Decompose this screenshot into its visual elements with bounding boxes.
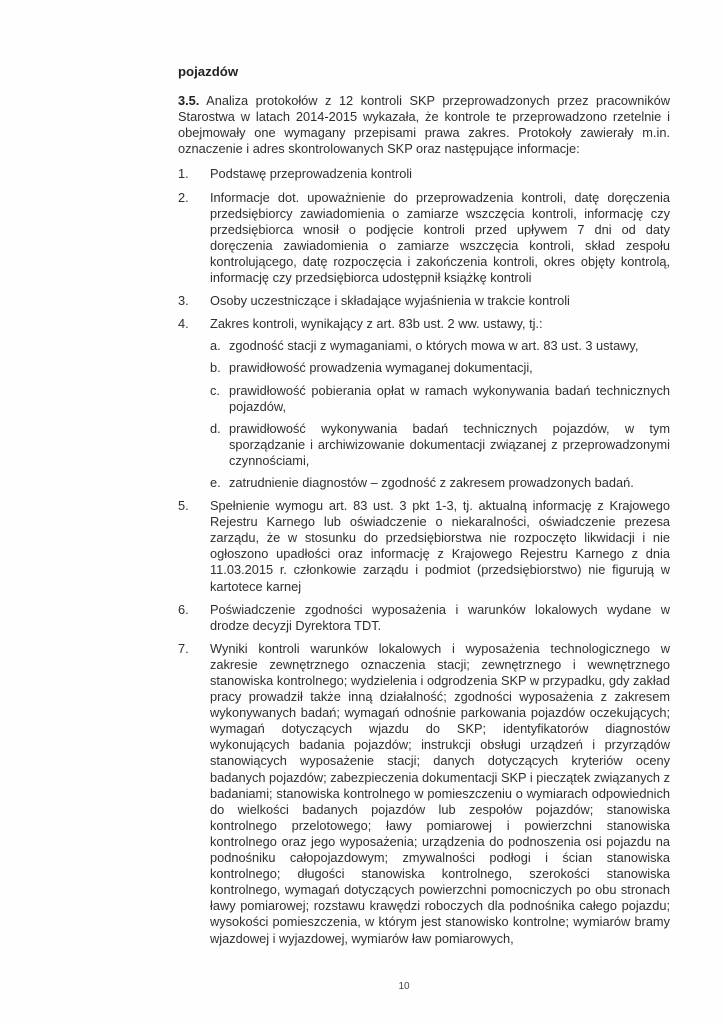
- sublist-item-text: prawidłowość wykonywania badań technicznych pojazdów, w tym sporządzanie i archiwizowanie dokumentacji związanej z przeprowadzonymi czynnościami,: [229, 420, 670, 468]
- sublist-item: [210, 475, 670, 491]
- paragraph-3-5: [178, 93, 670, 157]
- sublist-item-letter: e.: [210, 474, 221, 490]
- list-item-text: Zakres kontroli, wynikający z art. 83b ust. 2 ww. ustawy, tj.:: [210, 316, 543, 332]
- list-item-text: Osoby uczestniczące i składające wyjaśnienia w trakcie kontroli: [210, 293, 570, 309]
- list-item-text: Poświadczenie zgodności wyposażenia i warunków lokalowych wydane w drodze decyzji Dyrektora TDT.: [210, 601, 670, 633]
- list-item: [178, 498, 670, 595]
- list-item: [178, 602, 670, 634]
- section-heading: pojazdów: [178, 64, 239, 79]
- list-item-number: 7.: [178, 640, 189, 656]
- list-item-number: 2.: [178, 189, 189, 205]
- list-item-number: 6.: [178, 601, 189, 617]
- paragraph-text: Analiza protokołów z 12 kontroli SKP przeprowadzonych przez pracowników Starostwa w latach 2014-2015 wykazała, że kontrole te przeprowadzono rzetelnie i obejmowały one wymagany przepisami prawa zakres. Protokoły zawierały m.in. oznaczenie i adres skontrolowanych SKP oraz następujące informacje:: [178, 93, 671, 157]
- sublist-item: [210, 360, 670, 376]
- list-item: [178, 316, 670, 491]
- list-item: [178, 293, 670, 309]
- sublist-item: [210, 383, 670, 415]
- list-item: [178, 190, 670, 287]
- list-item-text: Wyniki kontroli warunków lokalowych i wyposażenia technologicznego w zakresie zewnętrznego oznaczenia stacji; zewnętrznego i wewnętrznego stanowiska kontrolnego; wydzielenia i odgrodzenia SKP w przypadku, gdy zakład pracy prowadził także inną działalność; zgodności wyposażenia z zakresem wykonywanych badań; wymagań odnośnie parkowania pojazdów oczekujących; wymagań dotyczących wjazdu do SKP; identyfikatorów diagnostów wykonujących badania pojazdów; instrukcji obsługi urządzeń i przyrządów stanowiących wyposażenie stacji; danych dotyczących kryteriów oceny badanych pojazdów; zabezpieczenia dokumentacji SKP i pieczątek związanych z badaniami; stanowiska kontrolnego w pomieszczeniu o wymiarach odpowiednich do wielkości badanych pojazdów lub zespołów pojazdów; stanowiska kontrolnego przelotowego; ławy pomiarowej i powierzchni stanowiska kontrolnego oraz jego wyposażenia; urządzenia do podnoszenia osi pojazdu na podnośniku całopojazdowym; zmywalności podłogi i ścian stanowiska kontrolnego; długości stanowiska kontrolnego, szerokości stanowiska kontrolnego, wymagań dotyczących powierzchni pomocniczych po obu stronach ławy pomiarowej; rozstawu krawędzi roboczych dla podnośnika całego pojazdu; wysokości pomieszczenia, w którym jest stanowisko kontrolne; wymiarów bramy wjazdowej i wyjazdowej, wymiarów ław pomiarowych,: [210, 640, 671, 946]
- list-item: [178, 641, 670, 947]
- paragraph-number: 3.5.: [178, 93, 200, 109]
- sublist-item-letter: d.: [210, 420, 221, 436]
- sublist-item-letter: a.: [210, 338, 221, 354]
- list-item-text: Spełnienie wymogu art. 83 ust. 3 pkt 1-3, tj. aktualną informację z Krajowego Rejestru Karnego lub oświadczenie o niekaralności, oświadczenie prezesa zarządu, że w stosunku do przedsiębiorstwa nie rozpoczęto likwidacji i nie ogłoszono upadłości oraz informację z Krajowego Rejestru Karnego z dnia 11.03.2015 r. członkowie zarządu i podmiot (przedsiębiorstwo) nie figurują w kartotece karnej: [210, 498, 670, 594]
- lettered-sublist: [210, 338, 670, 491]
- sublist-item-letter: b.: [210, 360, 221, 376]
- page-content: [178, 64, 670, 947]
- page-number: 10: [398, 981, 410, 992]
- list-item-body: [210, 316, 670, 491]
- sublist-item-text: zatrudnienie diagnostów – zgodność z zakresem prowadzonych badań.: [229, 474, 634, 490]
- list-item-text: Informacje dot. upoważnienie do przeprowadzenia kontroli, datę doręczenia przedsiębiorcy zawiadomienia o zamiarze wszczęcia kontroli, informację czy przedsiębiorca wnosił o podjęcie kontroli przed upływem 7 dni od daty doręczenia zawiadomienia o zamiarze wszczęcia kontroli, skład zespołu kontrolującego, datę rozpoczęcia i zakończenia kontroli, okres objęty kontrolą, informację czy przedsiębiorca udostępnił książkę kontroli: [210, 189, 670, 286]
- sublist-item-letter: c.: [210, 382, 220, 398]
- list-item-number: 4.: [178, 316, 189, 332]
- sublist-item: [210, 338, 670, 354]
- list-item-number: 3.: [178, 293, 189, 309]
- numbered-list: [178, 166, 670, 946]
- sublist-item-text: prawidłowość pobierania opłat w ramach wykonywania badań technicznych pojazdów,: [229, 382, 670, 414]
- list-item: [178, 166, 670, 182]
- sublist-item-text: prawidłowość prowadzenia wymaganej dokumentacji,: [229, 360, 533, 376]
- sublist-item-text: zgodność stacji z wymaganiami, o których mowa w art. 83 ust. 3 ustawy,: [229, 338, 639, 354]
- list-item-number: 1.: [178, 166, 189, 182]
- list-item-text: Podstawę przeprowadzenia kontroli: [210, 166, 413, 182]
- sublist-item: [210, 421, 670, 469]
- list-item-number: 5.: [178, 498, 189, 514]
